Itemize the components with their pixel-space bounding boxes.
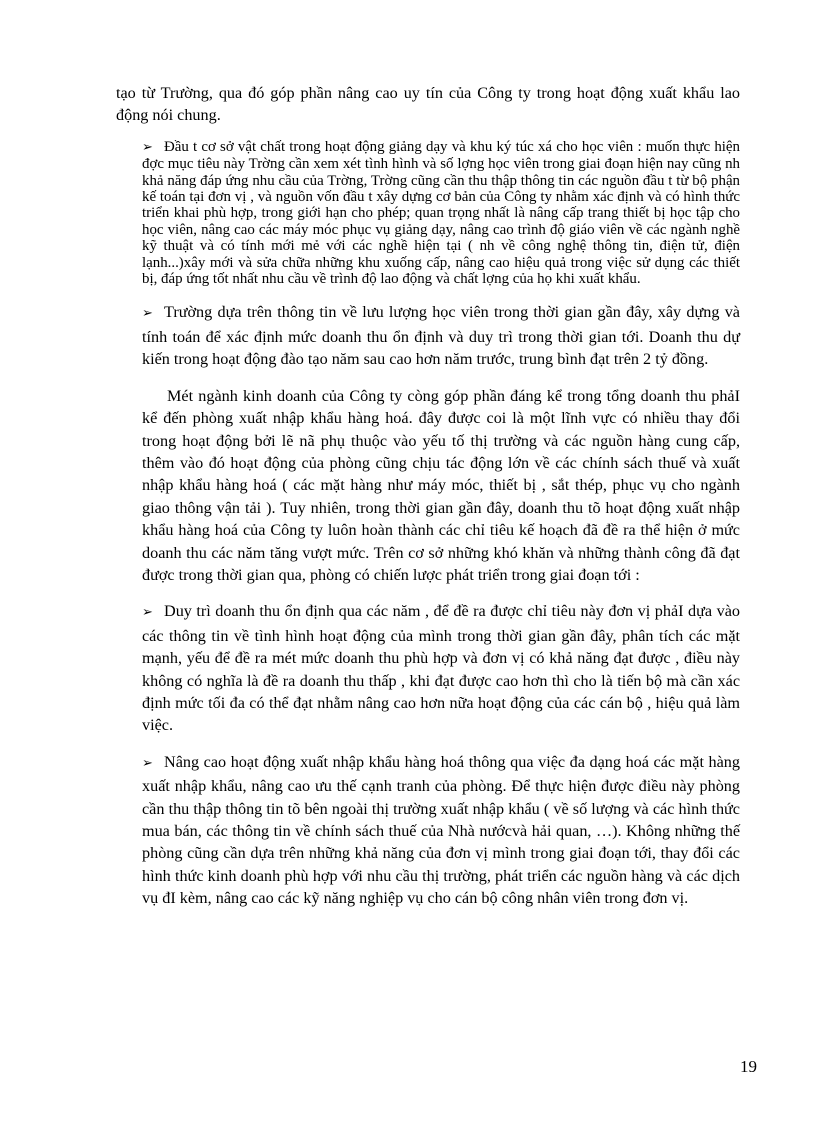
- arrow-bullet-icon: ➢: [142, 306, 153, 322]
- bullet-paragraph-diversification: [116, 751, 740, 910]
- paragraph-text: tạo từ Trường, qua đó góp phần nâng cao uy tín của Công ty trong hoạt động xuất khẩu lao động nói chung.: [116, 84, 740, 125]
- paragraph-text: Duy trì doanh thu ổn định qua các năm , để đề ra được chỉ tiêu này đơn vị phảI dựa vào các thông tin về tình hình hoạt động của mình trong thời gian gần đây, phân tích các mặt mạnh, yếu để đề ra mét mức doanh thu phù hợp và đơn vị có khả năng đạt được , điều này không có nghĩa là đề ra doanh thu thấp , khi đạt được cao hơn thì cho là tiến bộ mà cần xác định mức tối đa có thể đạt nhằm nâng cao hơn nữa hoạt động của các cán bộ , hiệu quả làm việc.: [142, 602, 740, 735]
- bullet-paragraph-facilities: [116, 139, 740, 288]
- paragraph-text: Mét ngành kinh doanh của Công ty còng góp phần đáng kể trong tổng doanh thu phảI kể đến phòng xuất nhập khẩu hàng hoá. đây được coi là một lĩnh vực có nhiều thay đổi trong hoạt động bởi lẽ nã phụ thuộc vào yếu tố thị trường và các nguồn hàng cung cấp, thêm vào đó hoạt động của phòng cũng chịu tác động lớn về các chính sách thuế và xuất nhập khẩu hàng hoá ( các mặt hàng như máy móc, thiết bị , sắt thép, phục vụ cho ngành giao thông vận tải ). Tuy nhiên, trong thời gian gần đây, doanh thu tõ hoạt động xuất nhập khẩu hàng hoá của Công ty luôn hoàn thành các chỉ tiêu kế hoạch đã đề ra thể hiện ở mức doanh thu các năm tăng vượt mức. Trên cơ sở những khó khăn và những thành công đã đạt được trong thời gian qua, phòng có chiến lược phát triển trong giai đoạn tới :: [142, 386, 740, 584]
- document-page: [116, 82, 740, 910]
- paragraph-gap: [116, 371, 740, 385]
- paragraph-gap: [116, 586, 740, 600]
- arrow-bullet-icon: ➢: [142, 755, 153, 771]
- paragraph-text: Đầu t cơ sở vật chất trong hoạt động giảng dạy và khu ký túc xá cho học viên : muốn thực hiện đợc mục tiêu này Trờng cần xem xét tình hình và số lợng học viên trong giai đoạn hiện nay cũng nh khả năng đáp ứng nhu cầu của Trờng, Trờng cũng cần thu thập thông tin các nguồn đầu t từ bộ phận kế toán tại đơn vị , và nguồn vốn đầu t xây dựng cơ bản của Công ty nhằm xác định và có hình thức triển khai phù hợp, trong giới hạn cho phép; quan trọng nhất là nâng cấp trang thiết bị học tập cho học viên, nâng cao các máy móc phục vụ giảng dạy, nâng cao trình độ giáo viên về các ngành nghề kỹ thuật và có tính mới mẻ với các nghề hiện tại ( nh về công nghệ thông tin, điện tử, điện lạnh...)xây mới và sửa chữa những khu xuống cấp, nâng cao hiệu quả trong việc sử dụng các thiết bị, đáp ứng tốt nhất nhu cầu về trình độ lao động và chất lợng của họ khi xuất khẩu.: [142, 138, 740, 288]
- arrow-bullet-icon: ➢: [142, 139, 153, 155]
- paragraph-gap: [116, 737, 740, 751]
- paragraph-gap: [116, 287, 740, 301]
- bullet-paragraph-revenue: [116, 301, 740, 370]
- arrow-bullet-icon: ➢: [142, 605, 153, 621]
- bullet-paragraph-stable-revenue: [116, 600, 740, 736]
- paragraph-continuation: [116, 82, 740, 127]
- paragraph-text: Trường dựa trên thông tin về lưu lượng học viên trong thời gian gần đây, xây dựng và tính toán để xác định mức doanh thu ổn định và duy trì trong thời gian tới. Doanh thu dự kiến trong hoạt động đào tạo năm sau cao hơn năm trước, trung bình đạt trên 2 tỷ đồng.: [142, 303, 740, 369]
- paragraph-gap: [116, 127, 740, 139]
- page-number: 19: [740, 1057, 757, 1076]
- paragraph-text: Nâng cao hoạt động xuất nhập khẩu hàng hoá thông qua việc đa dạng hoá các mặt hàng xuất nhập khẩu, nâng cao ưu thế cạnh tranh của phòng. Để thực hiện được điều này phòng cần thu thập thông tin tõ bên ngoài thị trường xuất nhập khẩu ( về số lượng và các hình thức mua bán, các thông tin về chính sách thuế của Nhà nướcvà hải quan, …). Không những thế phòng cũng cần dựa trên những khả năng của đơn vị mình trong giai đoạn tới, thay đổi các hình thức kinh doanh phù hợp với nhu cầu thị trường, phát triển các nguồn hàng và các dịch vụ đI kèm, nâng cao các kỹ năng nghiệp vụ cho cán bộ công nhân viên trong đơn vị.: [142, 752, 740, 908]
- paragraph-import-export: [116, 385, 740, 587]
